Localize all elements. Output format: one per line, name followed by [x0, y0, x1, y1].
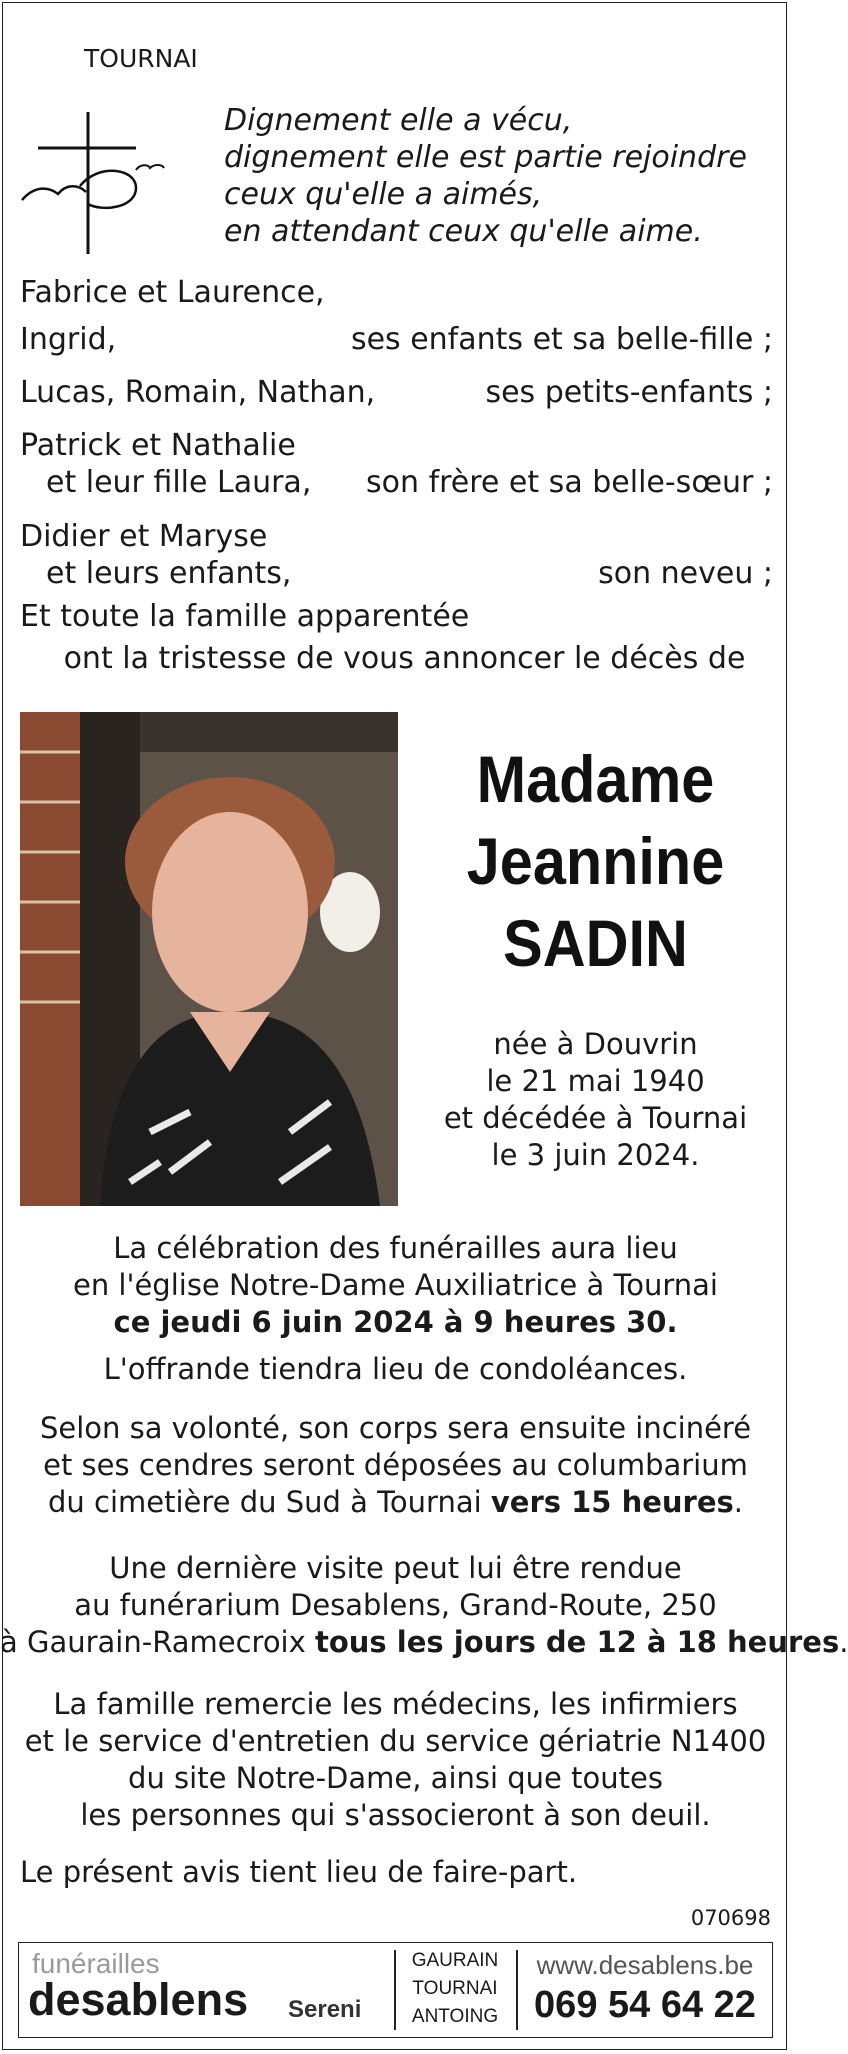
- cremation-line: et ses cendres seront déposées au columbarium: [43, 1448, 748, 1482]
- deceased-first-name: Jeannine: [466, 824, 725, 898]
- ceremony-line: La célébration des funérailles aura lieu: [113, 1231, 678, 1265]
- cremation-time: vers 15 heures: [490, 1485, 734, 1519]
- thanks-line: et le service d'entretien du service gériatrie N1400: [24, 1724, 767, 1758]
- visit-line: au funérarium Desablens, Grand-Route, 250: [74, 1588, 717, 1622]
- brand-logo: desablens: [28, 1974, 249, 2025]
- footer-cities: [398, 1947, 512, 2031]
- visit-period: .: [839, 1625, 848, 1659]
- cremation-period: .: [733, 1485, 743, 1519]
- footer-city: GAURAIN: [411, 1950, 499, 1971]
- cremation-line: Selon sa volonté, son corps sera ensuite incinéré: [39, 1411, 752, 1445]
- city-label: TOURNAI: [84, 44, 198, 73]
- footer-city: TOURNAI: [412, 1978, 498, 1999]
- visit-line: Une dernière visite peut lui être rendue: [109, 1551, 682, 1585]
- cremation-text: du cimetière du Sud à Tournai: [48, 1485, 491, 1519]
- ceremony-date: [0, 1304, 791, 1341]
- family-name: Et toute la famille apparentée: [20, 599, 470, 634]
- birth-death-line: le 21 mai 1940: [486, 1064, 705, 1098]
- family-name: et leur fille Laura,: [46, 465, 312, 500]
- deceased-last-name: SADIN: [503, 906, 688, 980]
- poem: [224, 102, 747, 250]
- family-name: Ingrid,: [20, 322, 117, 357]
- birth-death-line: le 3 juin 2024.: [491, 1138, 700, 1172]
- footer-phone[interactable]: 069 54 64 22: [534, 1984, 756, 2026]
- thanks-line: du site Notre-Dame, ainsi que toutes: [128, 1761, 663, 1795]
- footer-city: ANTOING: [411, 2006, 499, 2027]
- thanks-line: les personnes qui s'associeront à son deuil.: [80, 1798, 711, 1832]
- thanks-info: [0, 1686, 791, 1834]
- visit-info: [0, 1550, 848, 1661]
- portrait-photo: [20, 712, 398, 1206]
- family-name: et leurs enfants,: [46, 556, 292, 591]
- deceased-title: Madame: [476, 742, 715, 816]
- poem-line: ceux qu'elle a aimés,: [224, 177, 543, 212]
- poem-line: dignement elle est partie rejoindre: [224, 140, 747, 175]
- footer-divider: [394, 1950, 396, 2030]
- ceremony-date-bold: ce jeudi 6 juin 2024 à 9 heures 30.: [113, 1305, 678, 1339]
- announcement: ont la tristesse de vous annoncer le décès de: [63, 641, 746, 676]
- birth-death-info: [400, 1026, 791, 1174]
- notice-text: Le présent avis tient lieu de faire-part.: [20, 1855, 578, 1889]
- family-name: Fabrice et Laurence,: [20, 275, 325, 310]
- visit-text: à Gaurain-Ramecroix: [0, 1625, 315, 1659]
- family-name: Lucas, Romain, Nathan,: [20, 375, 376, 410]
- cremation-info: [0, 1410, 791, 1521]
- family-relation: son frère et sa belle-sœur ;: [366, 465, 773, 500]
- ceremony-info: [0, 1230, 791, 1388]
- brand-suffix: Sereni: [288, 1996, 362, 2023]
- footer-website[interactable]: www.desablens.be: [536, 1950, 754, 1980]
- visit-hours: tous les jours de 12 à 18 heures: [315, 1625, 840, 1659]
- cremation-line: [0, 1484, 791, 1521]
- thanks-line: La famille remercie les médecins, les infirmiers: [53, 1687, 738, 1721]
- family-relation: ses enfants et sa belle-fille ;: [350, 322, 773, 357]
- cross-sun-symbol: [18, 108, 178, 258]
- poem-line: en attendant ceux qu'elle aime.: [224, 214, 703, 249]
- reference-number: 070698: [690, 1906, 771, 1930]
- footer-divider: [516, 1950, 518, 2030]
- family-name: Patrick et Nathalie: [20, 428, 296, 463]
- ceremony-line: en l'église Notre-Dame Auxiliatrice à Tournai: [72, 1268, 718, 1302]
- brand-small: funérailles: [32, 1948, 160, 1979]
- ceremony-line: L'offrande tiendra lieu de condoléances.: [103, 1352, 688, 1386]
- birth-death-line: née à Douvrin: [493, 1027, 698, 1061]
- family-relation: son neveu ;: [598, 556, 773, 591]
- poem-line: Dignement elle a vécu,: [224, 103, 573, 138]
- family-name: Didier et Maryse: [20, 519, 268, 554]
- visit-line: [0, 1624, 848, 1661]
- family-relation: ses petits-enfants ;: [485, 375, 773, 410]
- birth-death-line: et décédée à Tournai: [443, 1101, 748, 1135]
